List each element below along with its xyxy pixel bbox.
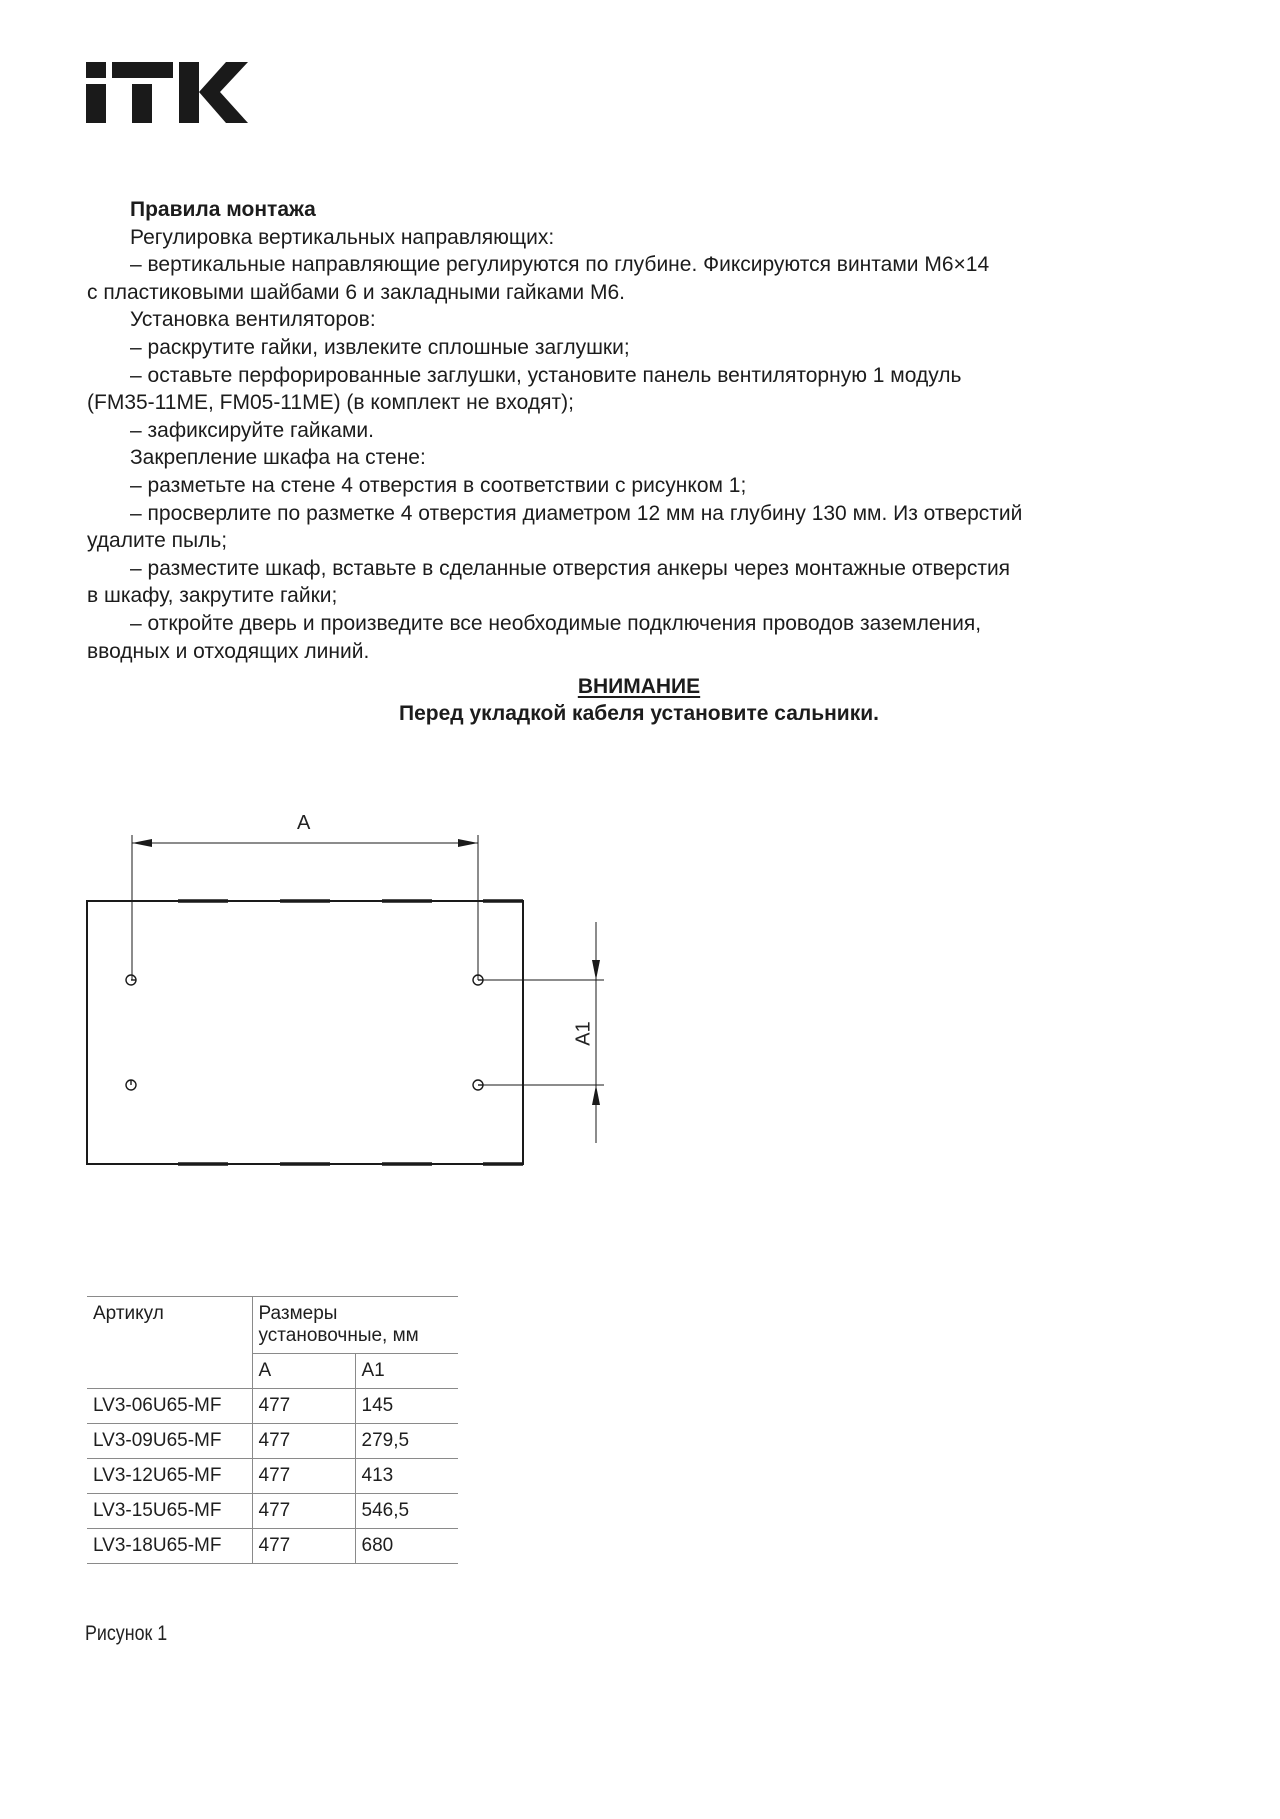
- mounting-rules-section: [87, 196, 1197, 665]
- paragraph-line: в шкафу, закрутите гайки;: [87, 584, 338, 608]
- paragraph-line: вводных и отходящих линий.: [87, 639, 370, 663]
- paragraph-line: Закрепление шкафа на стене:: [130, 446, 426, 470]
- figure-caption: Рисунок 1: [85, 1622, 168, 1645]
- table-row: LV3-15U65-MF 477 546,5: [87, 1494, 458, 1529]
- attention-text: Перед укладкой кабеля установите сальники.: [399, 702, 879, 725]
- paragraph-line: – оставьте перфорированные заглушки, установите панель вентиляторную 1 модуль: [130, 363, 962, 387]
- paragraph-line: Регулировка вертикальных направляющих:: [130, 225, 555, 249]
- header-col-a: A: [252, 1354, 355, 1389]
- header-article: Артикул: [87, 1297, 252, 1389]
- header-col-a1: A1: [355, 1354, 458, 1389]
- paragraph-line: – откройте дверь и произведите все необходимые подключения проводов заземления,: [130, 611, 982, 635]
- paragraph-line: – раскрутите гайки, извлеките сплошные заглушки;: [130, 335, 630, 359]
- paragraph-line: с пластиковыми шайбами 6 и закладными гайками М6.: [87, 280, 625, 304]
- paragraph-line: – зафиксируйте гайками.: [130, 418, 374, 442]
- mounting-dimensions-table: [87, 1296, 458, 1564]
- paragraph-line: (FM35-11ME, FM05-11ME) (в комплект не входят);: [87, 391, 574, 415]
- attention-heading: ВНИМАНИЕ: [577, 675, 701, 698]
- table-row: LV3-06U65-MF 477 145: [87, 1389, 458, 1424]
- paragraph-line: удалите пыль;: [87, 529, 228, 553]
- attention-block: [87, 673, 1191, 727]
- section-title: Правила монтажа: [130, 198, 316, 221]
- dimension-a1-label: A1: [572, 1021, 595, 1046]
- dimension-a-label: A: [297, 812, 311, 834]
- paragraph-line: – просверлите по разметке 4 отверстия диаметром 12 мм на глубину 130 мм. Из отверстий: [130, 501, 1023, 525]
- table-row: LV3-18U65-MF 477 680: [87, 1529, 458, 1564]
- paragraph-line: – разместите шкаф, вставьте в сделанные отверстия анкеры через монтажные отверстия: [130, 556, 1011, 580]
- itk-logo: [86, 62, 248, 124]
- table-row: LV3-12U65-MF 477 413: [87, 1459, 458, 1494]
- paragraph-line: – разметьте на стене 4 отверстия в соответствии с рисунком 1;: [130, 473, 747, 497]
- mounting-hole-icon: [126, 975, 483, 1090]
- paragraph-line: – вертикальные направляющие регулируются по глубине. Фиксируются винтами М6×14: [130, 253, 990, 277]
- table-header-row: [87, 1297, 458, 1354]
- header-dimensions: Размеры установочные, мм: [252, 1297, 458, 1354]
- table-row: LV3-09U65-MF 477 279,5: [87, 1424, 458, 1459]
- cabinet-outline: [87, 901, 523, 1164]
- paragraph-line: Установка вентиляторов:: [130, 308, 376, 332]
